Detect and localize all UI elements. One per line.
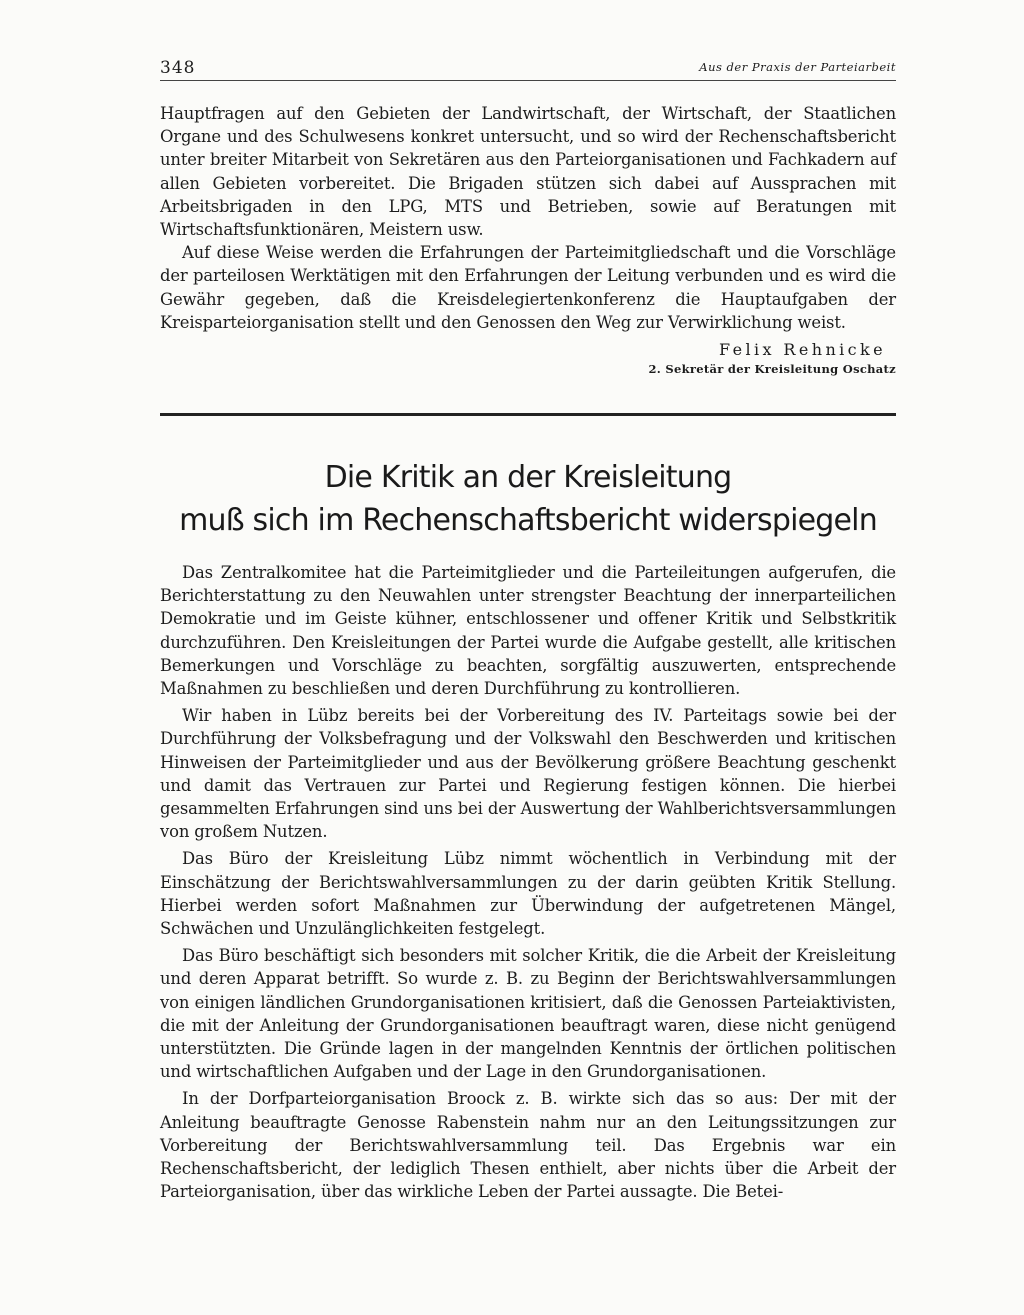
- author-role: 2. Sekretär der Kreisleitung Oschatz: [648, 362, 896, 376]
- article-body: [160, 561, 896, 1203]
- author-name: Felix Rehnicke: [718, 340, 886, 359]
- title-line-2: muß sich im Rechenschaftsbericht widerspiegeln: [179, 503, 877, 538]
- paragraph: Auf diese Weise werden die Erfahrungen der Parteimitgliedschaft und die Vorschläge der parteilosen Werktätigen mit den Erfahrungen der Leitung verbunden und es wird die Gewähr gegeben, daß die Kreisdelegiertenkonferenz die Hauptaufgaben der Kreisparteiorganisation stellt und den Genossen den Weg zur Verwirklichung weist.: [160, 243, 896, 332]
- paragraph: In der Dorfparteiorganisation Broock z. B. wirkte sich das so aus: Der mit der Anleitung beauftragte Genosse Rabenstein nahm nur an den Leitungssitzungen zur Vorbereitung der Berichtswahlversammlung teil. Das Ergebnis war ein Rechenschaftsbericht, der lediglich Thesen enthielt, aber nichts über die Arbeit der Parteiorganisation, über das wirkliche Leben der Partei aussagte. Die Betei-: [160, 1089, 896, 1202]
- page-number: 348: [160, 58, 196, 78]
- previous-article-text: [160, 102, 896, 334]
- article-title: [160, 456, 896, 542]
- paragraph: Das Büro beschäftigt sich besonders mit solcher Kritik, die die Arbeit der Kreisleitung und deren Apparat betrifft. So wurde z. B. zu Beginn der Berichtswahlversammlungen von einigen ländlichen Grundorganisationen kritisiert, daß die Genossen Parteiaktivisten, die mit der Anleitung der Grundorganisationen beauftragt waren, diese nicht genügend unterstützten. Die Gründe lagen in der mangelnden Kenntnis der örtlichen politischen und wirtschaftlichen Aufgaben und der Lage in den Grundorganisationen.: [160, 946, 896, 1082]
- title-line-1: Die Kritik an der Kreisleitung: [324, 460, 732, 495]
- section-divider: [160, 413, 896, 416]
- running-title: Aus der Praxis der Parteiarbeit: [699, 60, 896, 74]
- page-header: [160, 58, 896, 81]
- paragraph: Wir haben in Lübz bereits bei der Vorbereitung des IV. Parteitags sowie bei der Durchführung der Volksbefragung und der Volkswahl den Beschwerden und kritischen Hinweisen der Parteimitglieder und aus der Bevölkerung größere Beachtung geschenkt und damit das Vertrauen zur Partei und Regierung festigen können. Die hierbei gesammelten Erfahrungen sind uns bei der Auswertung der Wahlberichtsversammlungen von großem Nutzen.: [160, 706, 896, 842]
- paragraph: Das Büro der Kreisleitung Lübz nimmt wöchentlich in Verbindung mit der Einschätzung der Berichtswahlversammlungen zu der darin geübten Kritik Stellung. Hierbei werden sofort Maßnahmen zur Überwindung der aufgetretenen Mängel, Schwächen und Unzulänglichkeiten festgelegt.: [160, 849, 896, 939]
- paragraph: Das Zentralkomitee hat die Parteimitglieder und die Parteileitungen aufgerufen, die Berichterstattung zu den Neuwahlen unter strengster Beachtung der innerparteilichen Demokratie und im Geiste kühner, entschlossener und offener Kritik und Selbstkritik durchzuführen. Den Kreisleitungen der Partei wurde die Aufgabe gestellt, alle kritischen Bemerkungen und Vorschläge zu beachten, sorgfältig auszuwerten, entsprechende Maßnahmen zu beschließen und deren Durchführung zu kontrollieren.: [160, 563, 896, 699]
- paragraph: Hauptfragen auf den Gebieten der Landwirtschaft, der Wirtschaft, der Staatlichen Organe und des Schulwesens konkret untersucht, und so wird der Rechenschaftsbericht unter breiter Mitarbeit von Sekretären aus den Parteiorganisationen und Fachkadern auf allen Gebieten vorbereitet. Die Brigaden stützen sich dabei auf Aussprachen mit Arbeitsbrigaden in den LPG, MTS und Betrieben, sowie auf Beratungen mit Wirtschaftsfunktionären, Meistern usw.: [160, 104, 896, 240]
